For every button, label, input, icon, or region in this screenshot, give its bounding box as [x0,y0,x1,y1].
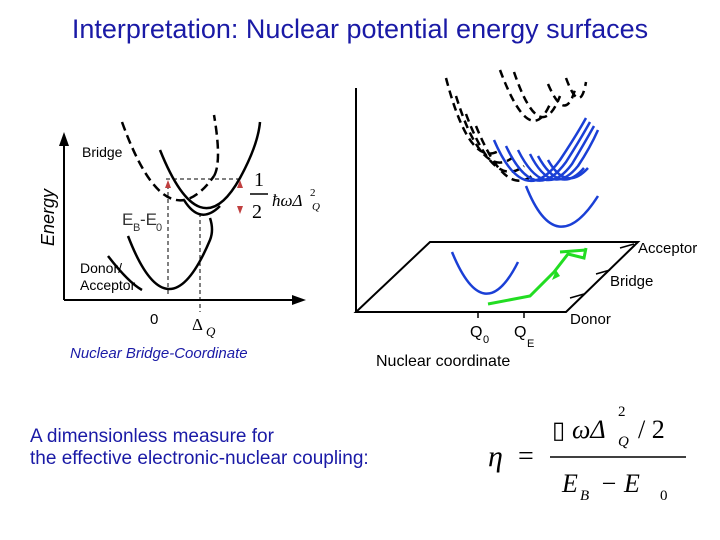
caption-line-2: the effective electronic-nuclear coupling: [30,448,369,469]
denominator-e0: − E [600,469,640,498]
left-origin-label: 0 [150,311,159,328]
slide-title: Interpretation: Nuclear potential energy surfaces [71,14,649,44]
left-bridge-label: Bridge [82,144,123,160]
svg-text:-E: -E [140,210,157,229]
svg-text:Q: Q [206,324,216,339]
gap-arrow-up [165,180,171,188]
bridge-dashed-curve-right [214,115,218,176]
denominator-sub-0: 0 [660,488,668,504]
left-x-axis-arrow [292,295,306,305]
equals-sign: = [518,441,534,472]
acceptor-label: Acceptor [638,240,698,257]
svg-text:0: 0 [156,222,163,234]
donor-acceptor-label-1: Donor/ [80,260,123,276]
svg-text:Q: Q [312,201,320,213]
dashed-curve-5 [500,70,550,121]
svg-text:E: E [122,210,134,229]
eta-symbol: η [488,440,503,473]
numerator-tail: / 2 [638,415,665,444]
reorg-arrow-down [237,206,243,214]
donor-label: Donor [570,311,611,328]
reorg-energy-label [250,169,320,223]
svg-text:Q: Q [514,324,527,341]
svg-text:Q: Q [470,324,483,341]
svg-text:2: 2 [252,201,262,223]
numerator-glyph: ▯ [552,418,566,444]
denominator-eb: E [562,469,578,498]
energy-gap-label [122,210,162,234]
green-transfer-path [488,248,586,304]
svg-text:B: B [133,222,141,234]
bridge-solid-curve [160,122,260,208]
dashed-curve-1 [446,78,500,154]
right-bridge-label: Bridge [610,273,654,290]
left-x-axis-label: Nuclear Bridge-Coordinate [70,345,248,362]
svg-text:Δ: Δ [192,315,203,334]
energy-axis-label: Energy [38,188,58,246]
q0-label [470,324,489,346]
svg-text:ħωΔ: ħωΔ [272,191,303,210]
qe-label [514,324,534,350]
caption-line-1: A dimensionless measure for [30,426,274,447]
numerator-omega-delta: ωΔ [572,415,606,444]
svg-text:1: 1 [254,169,264,191]
left-y-axis-arrow [59,132,69,146]
denominator-sub-b: B [580,488,590,504]
green-transfer-path-top [560,250,586,252]
svg-text:E: E [527,338,535,350]
numerator-sub: Q [618,434,629,450]
blue-curve-donor [452,252,518,294]
right-diagram [356,70,697,370]
dashed-curve-8 [566,78,586,98]
svg-text:0: 0 [483,334,490,346]
left-diagram [38,115,320,362]
right-x-axis-label: Nuclear coordinate [376,353,511,370]
numerator-sup: 2 [618,404,626,420]
caption [30,426,369,470]
delta-q-label [192,315,216,339]
dashed-curve-7 [548,84,576,106]
blue-curve-bridge [526,186,598,227]
eta-formula [488,404,686,504]
donor-acceptor-label-2: Acceptor [80,277,136,293]
svg-text:2: 2 [310,187,316,199]
